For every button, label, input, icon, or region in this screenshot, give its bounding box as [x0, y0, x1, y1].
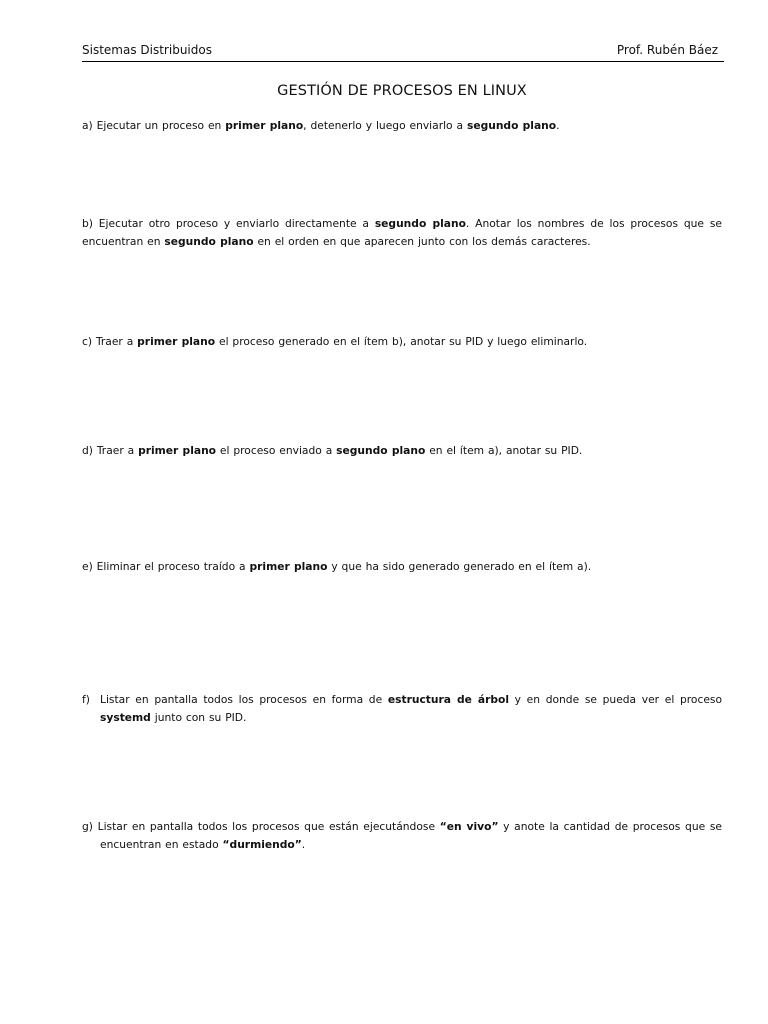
exercise-g: g) Listar en pantalla todos los procesos que están ejecutándose “en vivo” y anote la cantidad de procesos que se encuentran en estado “durmiendo”. [82, 820, 722, 851]
header-professor: Prof. Rubén Báez [616, 43, 718, 57]
document-title: GESTIÓN DE PROCESOS EN LINUX [277, 83, 527, 99]
exercise-d: d) Traer a primer plano el proceso enviado a segundo plano en el ítem a), anotar su PID. [82, 444, 583, 457]
exercise-b: b) Ejecutar otro proceso y enviarlo directamente a segundo plano. Anotar los nombres de los procesos que se encuentran en segundo plano en el orden en que aparecen junto con los demás caracteres. [82, 217, 722, 248]
page-header [82, 42, 724, 62]
exercise-a: a) Ejecutar un proceso en primer plano, detenerlo y luego enviarlo a segundo plano. [82, 119, 560, 132]
exercise-f: f) Listar en pantalla todos los procesos en forma de estructura de árbol y en donde se pueda ver el proceso systemd junto con su PID. [82, 691, 722, 727]
header-course: Sistemas Distribuidos [82, 43, 212, 57]
exercise-f-label: f) [82, 693, 90, 706]
exercise-c: c) Traer a primer plano el proceso generado en el ítem b), anotar su PID y luego eliminarlo. [82, 335, 588, 348]
header-divider [82, 61, 724, 62]
exercise-e: e) Eliminar el proceso traído a primer plano y que ha sido generado generado en el ítem a). [82, 560, 592, 573]
